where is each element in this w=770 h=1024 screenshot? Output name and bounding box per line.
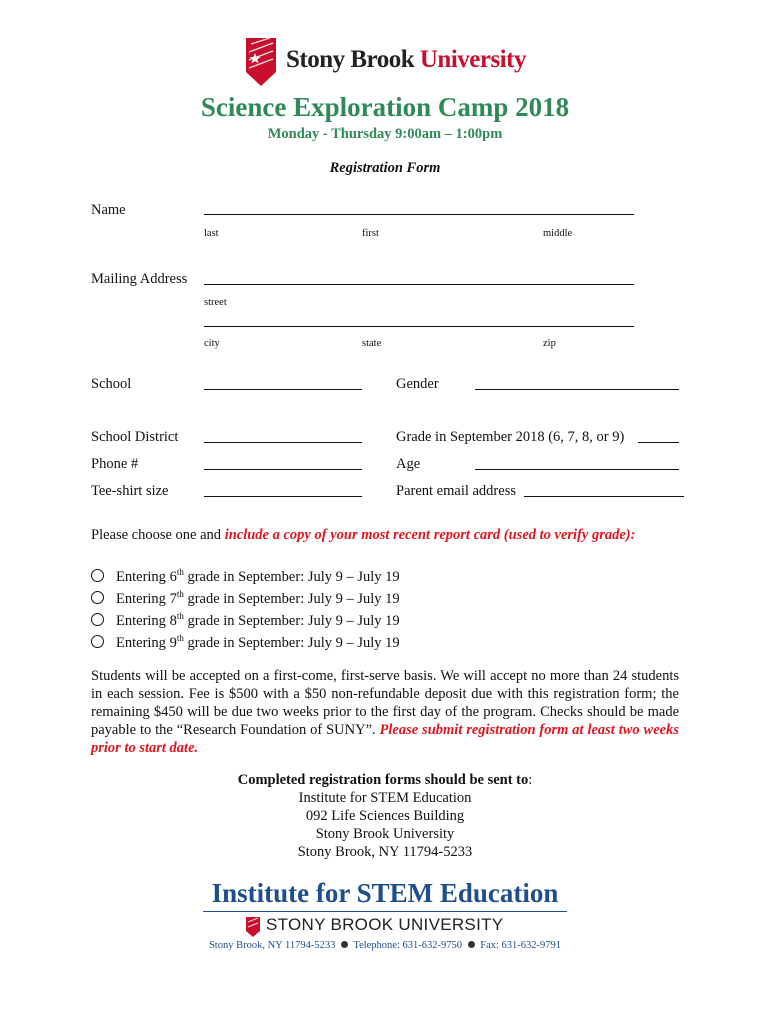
send-to-heading: Completed registration forms should be sent to:	[237, 772, 533, 788]
send-to-line-2: 092 Life Sciences Building	[305, 808, 465, 824]
school-district-label: School District	[91, 429, 179, 445]
send-to-line-3: Stony Brook University	[315, 826, 455, 842]
option-grade-9[interactable]: Entering 9th grade in September: July 9 – July 19	[91, 633, 400, 652]
school-district-line[interactable]	[204, 442, 362, 443]
form-title: Registration Form	[329, 160, 441, 176]
phone-label: Phone #	[91, 456, 139, 472]
page-subtitle: Monday - Thursday 9:00am – 1:00pm	[267, 126, 503, 142]
radio-circle-icon[interactable]	[91, 569, 104, 582]
name-sub-first: first	[362, 228, 379, 239]
name-line[interactable]	[204, 214, 634, 215]
phone-line[interactable]	[204, 469, 362, 470]
grade-label: Grade in September 2018 (6, 7, 8, or 9)	[396, 429, 625, 445]
name-sub-last: last	[204, 228, 219, 239]
footer-telephone: Telephone: 631-632-9750	[353, 940, 463, 951]
parent-email-line[interactable]	[524, 496, 684, 497]
shield-icon	[246, 917, 260, 937]
bullet-icon	[468, 941, 475, 948]
school-label: School	[91, 376, 132, 392]
option-grade-6[interactable]: Entering 6th grade in September: July 9 – July 19	[91, 567, 400, 586]
bullet-icon	[341, 941, 348, 948]
city-line[interactable]	[204, 326, 634, 327]
university-logo-text: Stony Brook University	[286, 46, 526, 73]
stem-logo-title: Institute for STEM Education	[211, 878, 559, 908]
radio-circle-icon[interactable]	[91, 635, 104, 648]
shield-star-icon	[246, 38, 276, 86]
footer-contact	[0, 940, 770, 951]
radio-circle-icon[interactable]	[91, 591, 104, 604]
street-label: street	[204, 297, 227, 308]
stem-logo-subtitle: STONY BROOK UNIVERSITY	[266, 915, 504, 934]
street-line[interactable]	[204, 284, 634, 285]
option-grade-7[interactable]: Entering 7th grade in September: July 9 – July 19	[91, 589, 400, 608]
tee-shirt-line[interactable]	[204, 496, 362, 497]
send-to-line-1: Institute for STEM Education	[298, 790, 472, 806]
grade-line[interactable]	[638, 442, 679, 443]
gender-label: Gender	[396, 376, 439, 392]
gender-line[interactable]	[475, 389, 679, 390]
stem-logo-rule	[203, 911, 567, 912]
policy-emphasis: Please submit registration form at least two weeks prior to start date.	[91, 722, 679, 756]
school-line[interactable]	[204, 389, 362, 390]
radio-circle-icon[interactable]	[91, 613, 104, 626]
tee-shirt-label: Tee-shirt size	[91, 483, 169, 499]
footer-address: Stony Brook, NY 11794-5233	[208, 940, 336, 951]
parent-email-label: Parent email address	[396, 483, 516, 499]
city-label: city	[204, 338, 220, 349]
name-label: Name	[91, 202, 126, 218]
mailing-address-label: Mailing Address	[91, 271, 188, 287]
age-line[interactable]	[475, 469, 679, 470]
policy-paragraph: Students will be accepted on a first-come, first-serve basis. We will accept no more than 24 students in each session. Fee is $500 with a $50 non-refundable deposit due with this registration form; the remaining $450 will be due two weeks prior to the first day of the program. Checks should be made payable to the “Research Foundation of SUNY”. Please submit registration form at least two weeks prior to start date.	[91, 668, 679, 756]
instructions: Please choose one and include a copy of your most recent report card (used to verify grade):	[91, 527, 636, 543]
name-sub-middle: middle	[543, 228, 573, 239]
age-label: Age	[396, 456, 421, 472]
send-to-line-4: Stony Brook, NY 11794-5233	[297, 844, 473, 860]
instructions-emphasis: include a copy of your most recent report card (used to verify grade):	[224, 527, 636, 543]
state-label: state	[362, 338, 382, 349]
option-grade-8[interactable]: Entering 8th grade in September: July 9 – July 19	[91, 611, 400, 630]
footer-fax: Fax: 631-632-9791	[480, 940, 562, 951]
zip-label: zip	[543, 338, 556, 349]
page-title: Science Exploration Camp 2018	[200, 92, 570, 122]
